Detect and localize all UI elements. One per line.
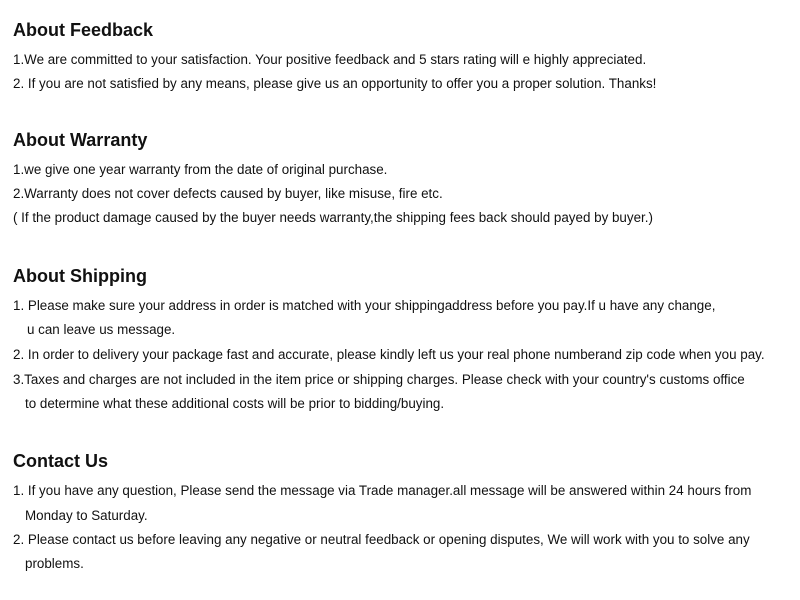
warranty-line-1: 1.we give one year warranty from the date of original purchase. [13,162,388,177]
shipping-line-2: 2. In order to delivery your package fast and accurate, please kindly left us your real phone numberand zip code when you pay. [13,347,765,362]
contact-line-2: 2. Please contact us before leaving any negative or neutral feedback or opening disputes, We will work with you to solve any [13,532,750,547]
contact-line-2-cont: problems. [25,556,84,571]
feedback-line-1: 1.We are committed to your satisfaction. Your positive feedback and 5 stars rating will e highly appreciated. [13,52,647,67]
warranty-line-3: ( If the product damage caused by the buyer needs warranty,the shipping fees back should payed by buyer.) [13,210,653,225]
shipping-line-3: 3.Taxes and charges are not included in the item price or shipping charges. Please check with your country's customs office [13,372,745,387]
contact-line-1-cont: Monday to Saturday. [25,508,148,523]
shipping-line-1-cont: u can leave us message. [27,322,176,337]
feedback-line-2: 2. If you are not satisfied by any means, please give us an opportunity to offer you a proper solution. Thanks! [13,76,657,91]
shipping-line-3-cont: to determine what these additional costs will be prior to bidding/buying. [25,396,445,411]
warranty-line-2: 2.Warranty does not cover defects caused by buyer, like misuse, fire etc. [13,186,443,201]
contact-line-1: 1. If you have any question, Please send the message via Trade manager.all message will be answered within 24 hours from [13,483,752,498]
heading-about-warranty: About Warranty [13,130,148,150]
heading-about-shipping: About Shipping [13,266,147,286]
heading-contact-us: Contact Us [13,451,109,471]
heading-about-feedback: About Feedback [13,20,154,40]
shipping-line-1: 1. Please make sure your address in order is matched with your shippingaddress before you pay.If u have any change, [13,298,716,313]
